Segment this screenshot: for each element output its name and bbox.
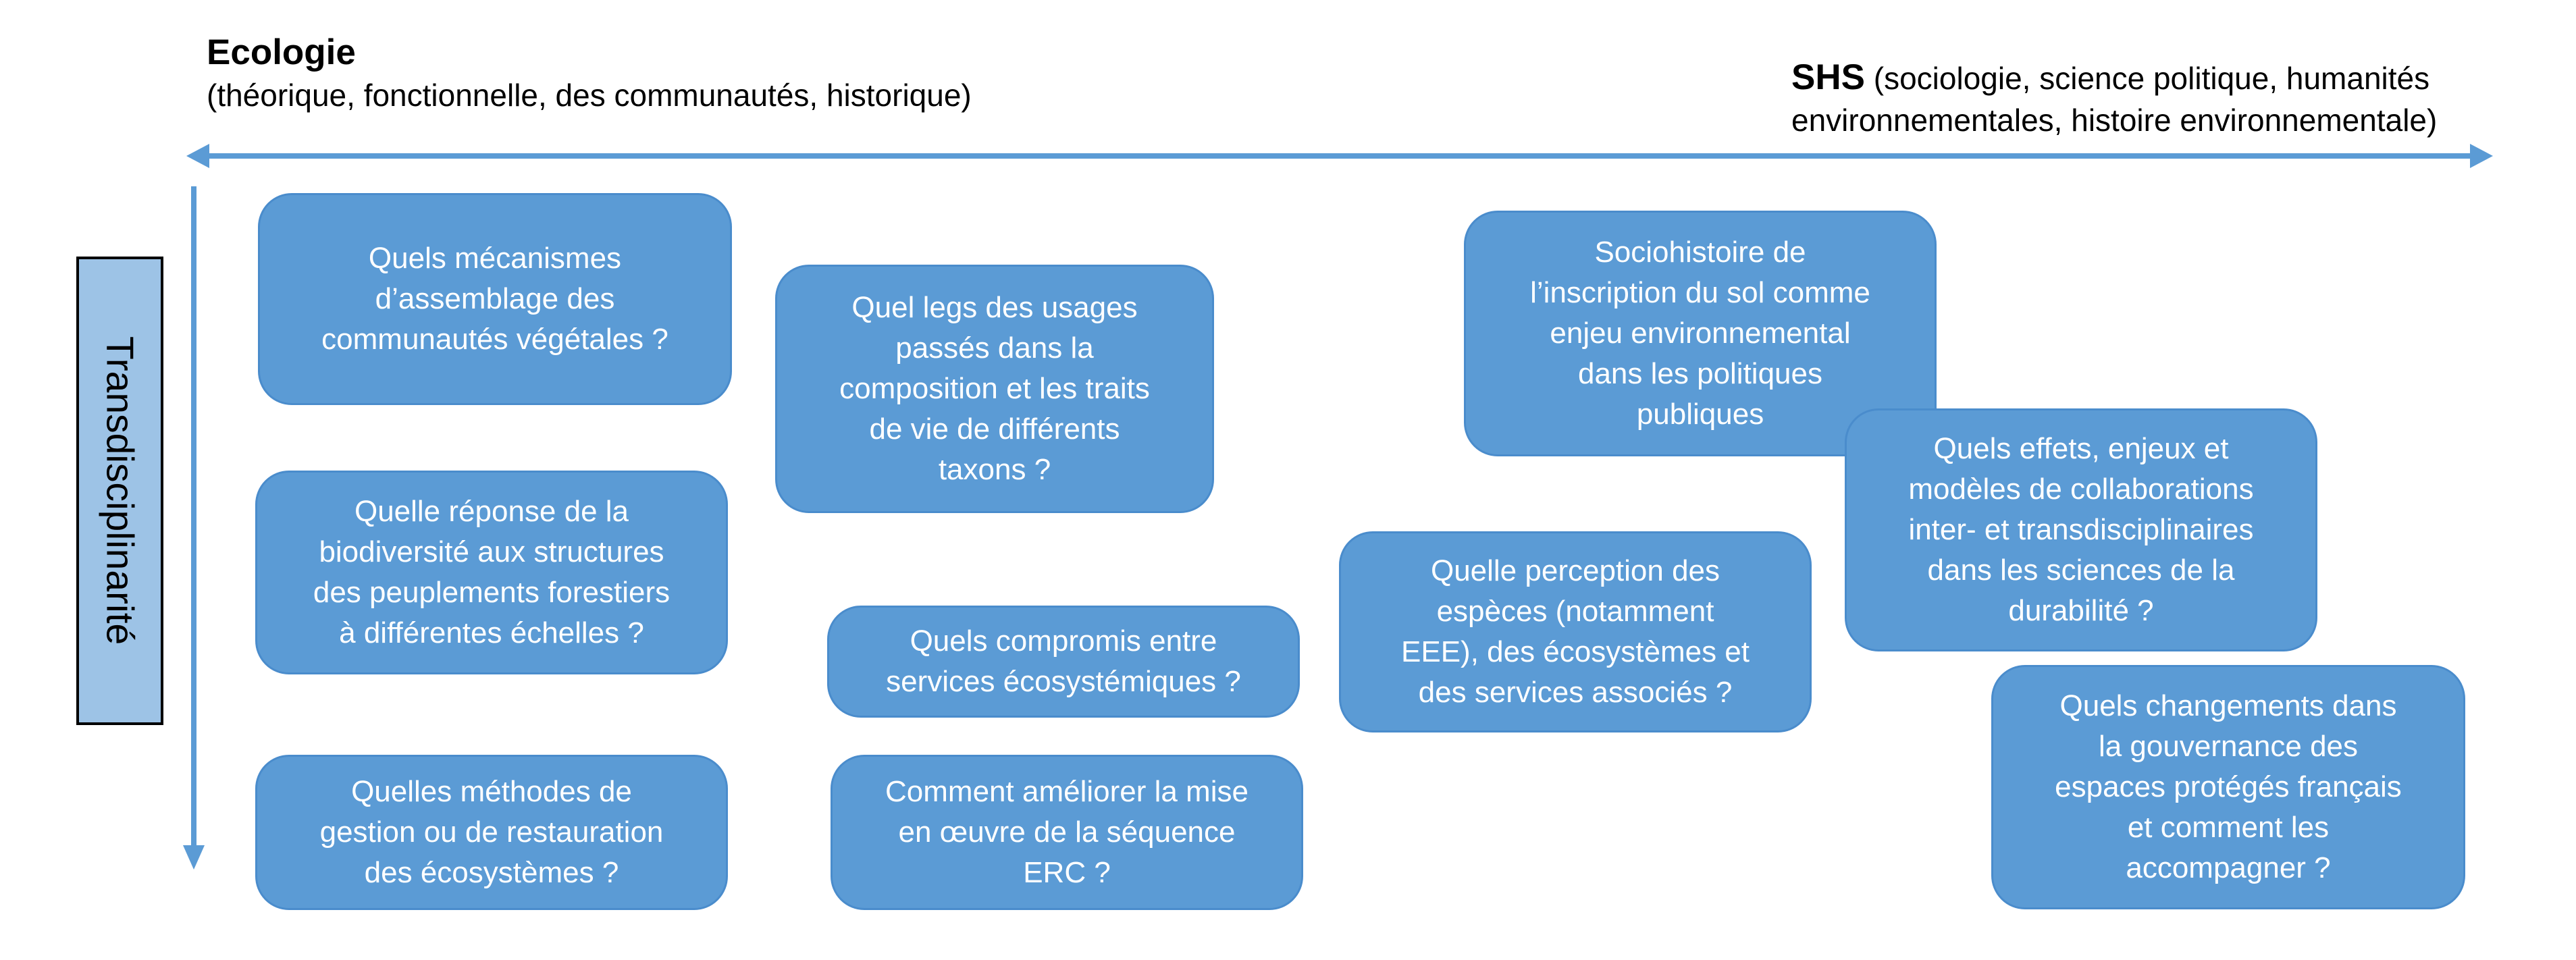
question-text: Quels changements dans la gouvernance des espaces protégés français et comment les accompagner ? — [2055, 689, 2402, 884]
question-text: Quelle perception des espèces (notamment EEE), des écosystèmes et des services associés ? — [1401, 554, 1750, 709]
question-card — [831, 755, 1303, 910]
question-card — [1991, 665, 2465, 909]
ecology-subtitle: (théorique, fonctionnelle, des communautés, historique) — [207, 78, 972, 113]
ecology-title: Ecologie — [207, 32, 356, 72]
question-card — [827, 606, 1300, 718]
question-text: Quels effets, enjeux et modèles de collaborations inter- et transdisciplinaires dans les sciences de la durabilité ? — [1908, 432, 2254, 627]
question-text: Quelle réponse de la biodiversité aux structures des peuplements forestiers à différentes échelles ? — [313, 495, 671, 649]
shs-subtitle: (sociologie, science politique, humanités environnementales, histoire environnementale) — [1791, 61, 2438, 138]
transdisciplinarity-label-box — [76, 257, 163, 725]
question-text: Quel legs des usages passés dans la composition et les traits de vie de différents taxons ? — [839, 291, 1150, 486]
question-text: Quels mécanismes d’assemblage des communautés végétales ? — [321, 242, 668, 356]
question-text: Quelles méthodes de gestion ou de restauration des écosystèmes ? — [319, 775, 664, 889]
question-card — [1845, 408, 2317, 651]
down-arrowhead — [183, 845, 205, 870]
transdisciplinarity-label: Transdisciplinarité — [98, 336, 142, 645]
question-card — [255, 755, 728, 910]
right-arrowhead — [2470, 144, 2493, 168]
left-arrowhead — [186, 144, 209, 168]
question-card — [775, 265, 1214, 513]
question-text: Comment améliorer la mise en œuvre de la séquence ERC ? — [885, 775, 1248, 889]
question-card — [258, 193, 732, 405]
question-card — [255, 471, 728, 674]
question-text: Sociohistoire de l’inscription du sol comme enjeu environnemental dans les politiques publiques — [1530, 236, 1870, 431]
question-card — [1339, 531, 1812, 732]
question-text: Quels compromis entre services écosystémiques ? — [886, 624, 1241, 698]
shs-title: SHS — [1791, 57, 1865, 97]
